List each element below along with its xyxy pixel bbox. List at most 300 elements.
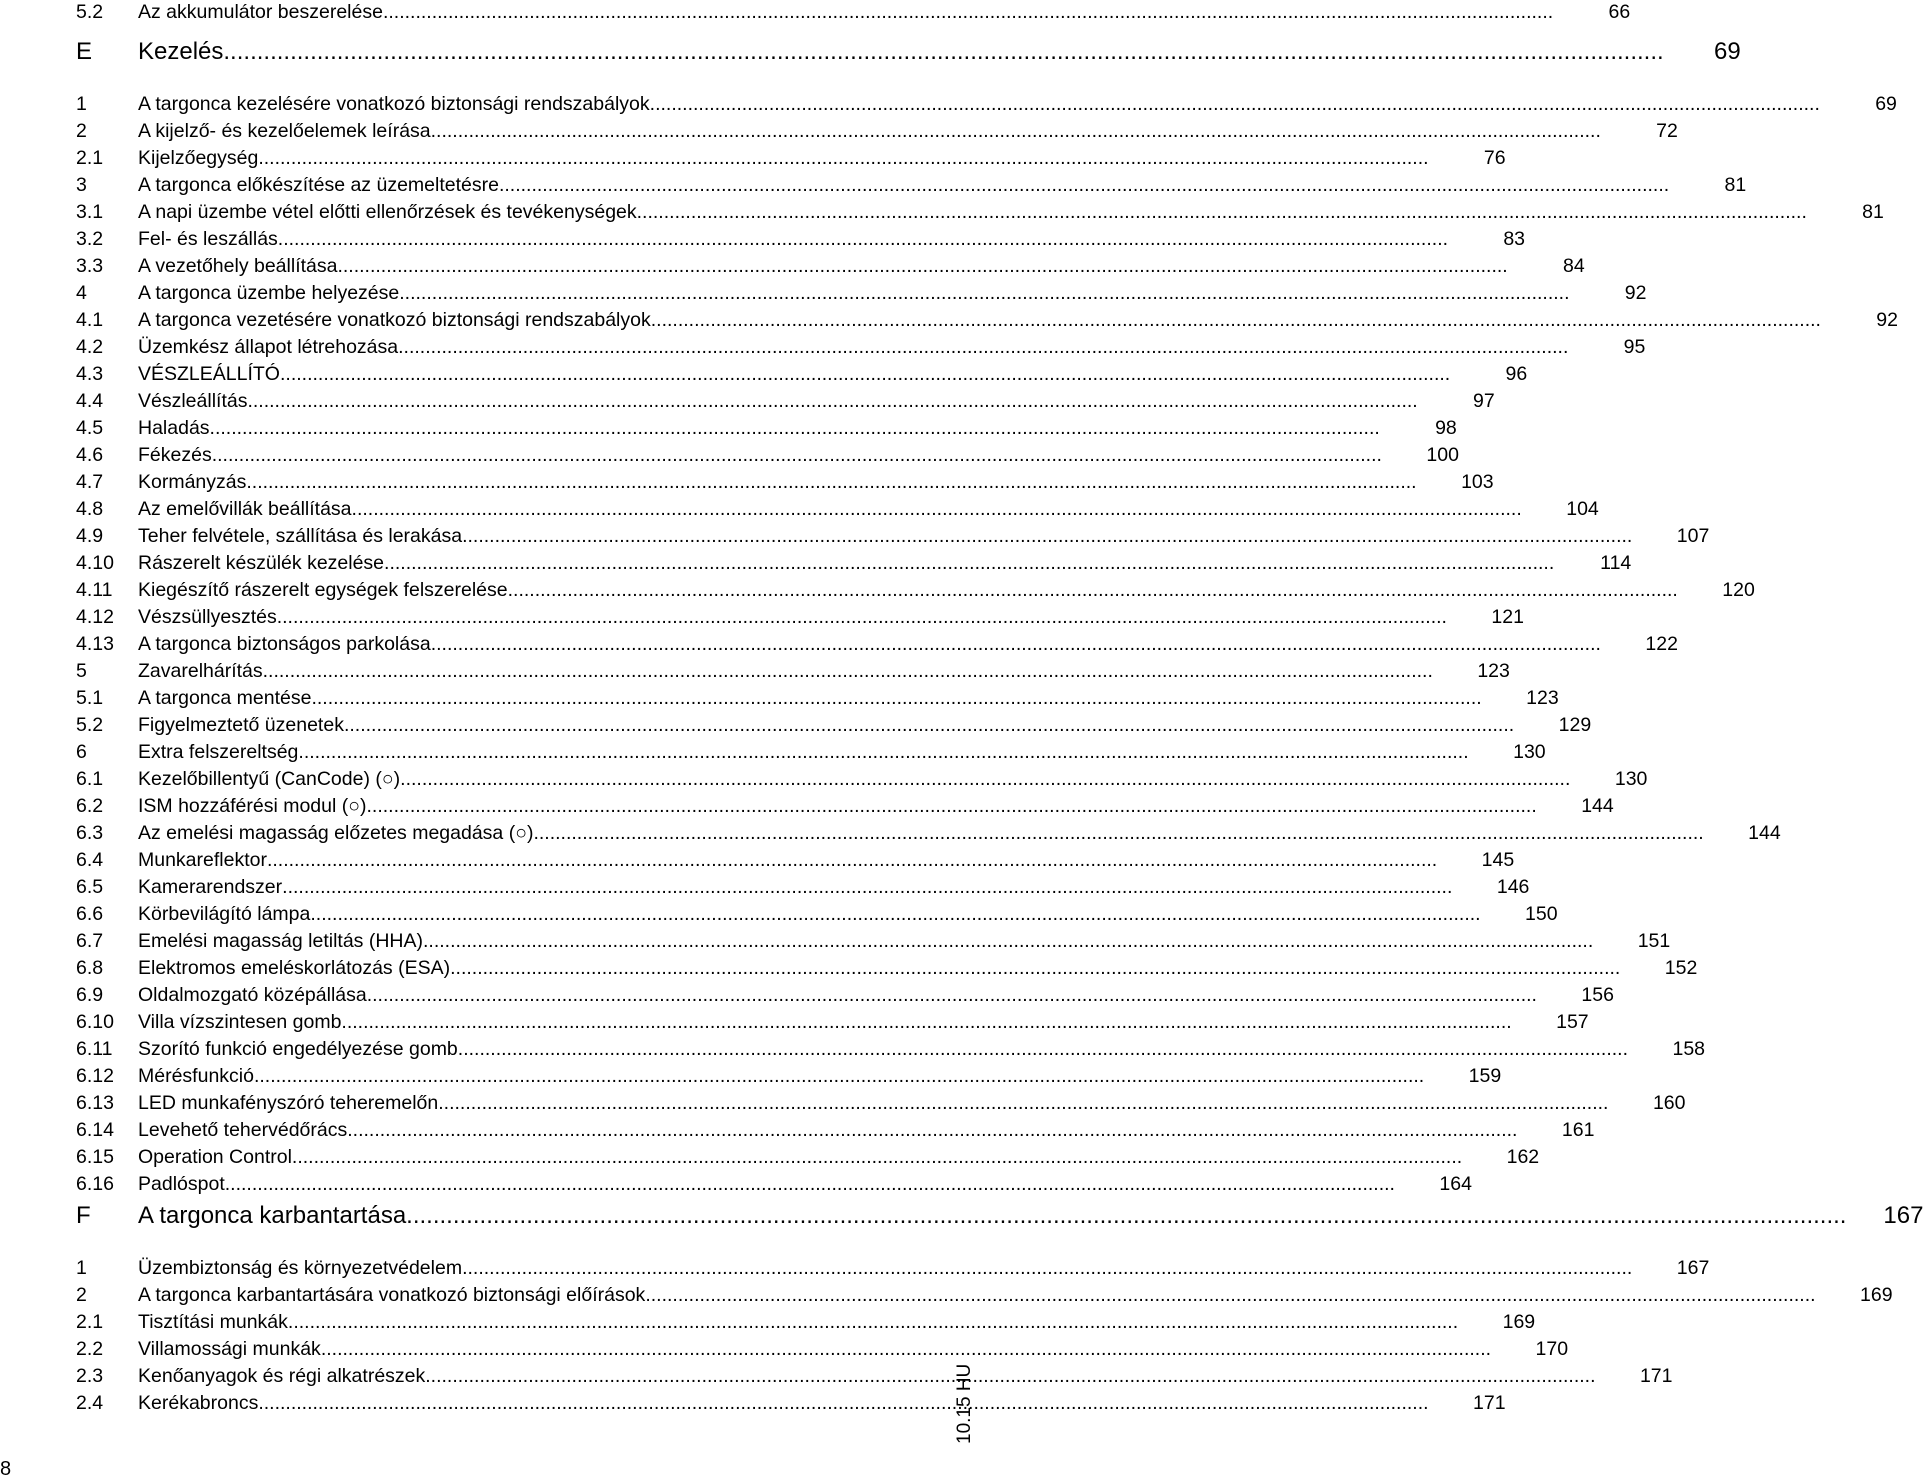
toc-entry-title-leader	[138, 579, 1698, 602]
toc-entry-number: 2.2	[76, 1338, 104, 1360]
toc-entry[interactable]	[76, 1284, 1893, 1307]
toc-entry-title-leader	[138, 930, 1613, 953]
toc-entry-title: Vészsüllyesztés	[138, 606, 277, 628]
toc-entry-page: 159	[1468, 1065, 1502, 1087]
toc-entry-title-leader	[138, 1365, 1616, 1388]
toc-entry-title-leader	[138, 660, 1453, 683]
toc-entry[interactable]	[76, 1338, 1569, 1361]
toc-entry-page: 156	[1581, 984, 1614, 1006]
toc-entry-number: 4.8	[76, 498, 104, 520]
toc-entry-title: Munkareflektor	[138, 849, 267, 871]
dot-leader	[499, 174, 1669, 197]
toc-entry-page: 107	[1676, 525, 1710, 547]
toc-entry-title: Rászerelt készülék kezelése	[138, 552, 385, 574]
toc-entry-page: 157	[1556, 1011, 1589, 1033]
toc-entry-title-leader	[138, 768, 1590, 791]
toc-entry-title: A targonca előkészítése az üzemeltetésre	[138, 174, 499, 196]
toc-entry-title: Mérésfunkció	[138, 1065, 254, 1087]
toc-entry-title: Üzembiztonság és környezetvédelem	[138, 1257, 463, 1279]
dot-leader	[225, 1173, 1395, 1196]
toc-entry-title-leader	[138, 876, 1472, 899]
toc-entry-title-leader	[138, 390, 1438, 413]
toc-entry-number: 6.4	[76, 849, 104, 871]
dot-leader	[341, 1011, 1511, 1034]
toc-entry-page: 97	[1473, 390, 1495, 412]
toc-entry-number: 4	[76, 282, 87, 304]
toc-entry-title: Kamerarendszer	[138, 876, 283, 898]
toc-entry-number: 6.13	[76, 1092, 114, 1114]
toc-entry-title-leader	[138, 336, 1588, 359]
toc-entry-page: 144	[1748, 822, 1781, 844]
dot-leader	[425, 1365, 1595, 1388]
toc-entry-number: 4.13	[76, 633, 114, 655]
toc-entry-number: 6.9	[76, 984, 104, 1006]
page-number: 8	[0, 1458, 12, 1480]
toc-entry-title: Emelési magasság letiltás (HHA)	[138, 930, 424, 952]
toc-entry[interactable]	[76, 498, 1599, 521]
toc-entry[interactable]	[76, 309, 1898, 332]
toc-entry-title: Elektromos emeléskorlátozás (ESA)	[138, 957, 451, 979]
toc-entry-title-leader	[138, 363, 1470, 386]
toc-entry-title: Figyelmeztető üzenetek	[138, 714, 344, 736]
dot-leader	[383, 1, 1553, 24]
toc-entry-number: 3	[76, 174, 87, 196]
dot-leader	[254, 1065, 1424, 1088]
toc-entry-title-leader	[138, 1284, 1836, 1307]
toc-entry[interactable]	[76, 1092, 1686, 1115]
toc-entry-title-leader	[138, 309, 1841, 332]
toc-entry[interactable]	[76, 1392, 1506, 1415]
dot-leader	[367, 795, 1537, 818]
toc-entry-page: 145	[1481, 849, 1515, 871]
toc-entry-title-leader	[138, 525, 1652, 548]
toc-entry-title: Kiegészítő rászerelt egységek felszerelése	[138, 579, 508, 601]
dot-leader	[292, 1146, 1462, 1169]
toc-entry-page: 167	[1676, 1257, 1710, 1279]
dot-leader	[223, 38, 1663, 66]
toc-entry-title: A targonca üzembe helyezése	[138, 282, 400, 304]
toc-entry[interactable]	[76, 1365, 1673, 1388]
toc-entry[interactable]	[76, 768, 1648, 791]
toc-entry[interactable]	[76, 255, 1585, 278]
toc-entry-number: 6.7	[76, 930, 104, 952]
toc-entry-title: Az emelővillák beállítása	[138, 498, 352, 520]
toc-entry-title-leader	[138, 38, 1684, 66]
toc-entry-title-leader	[138, 174, 1689, 197]
toc-entry-title: A targonca mentése	[138, 687, 312, 709]
dot-leader	[533, 822, 1703, 845]
toc-entry[interactable]	[76, 984, 1614, 1007]
dot-leader	[282, 876, 1452, 899]
toc-entry[interactable]	[76, 660, 1510, 683]
toc-entry-page: 120	[1722, 579, 1755, 601]
toc-entry-title: Kormányzás	[138, 471, 247, 493]
toc-entry-title-leader	[138, 849, 1457, 872]
toc-entry-title: A targonca vezetésére vonatkozó biztonsági rendszabályok	[138, 309, 651, 331]
toc-entry-page: 92	[1624, 282, 1647, 304]
toc-entry-title-leader	[138, 1173, 1415, 1196]
toc-entry-page: 92	[1876, 309, 1898, 331]
dot-leader	[280, 363, 1450, 386]
toc-entry-title: Kenőanyagok és régi alkatrészek	[138, 1365, 426, 1387]
toc-entry-title: Kijelzőegység	[138, 147, 259, 169]
toc-entry-number: 4.10	[76, 552, 114, 574]
dot-leader	[637, 201, 1807, 224]
toc-entry-title-leader	[138, 1257, 1652, 1280]
dot-leader	[288, 1311, 1458, 1334]
toc-entry-number: 2	[76, 120, 87, 142]
toc-entry-page: 144	[1581, 795, 1614, 817]
toc-entry-page: 83	[1503, 228, 1526, 250]
dot-leader	[438, 1092, 1608, 1115]
toc-entry-page: 96	[1505, 363, 1528, 385]
toc-entry-title: Szorító funkció engedélyezése gomb	[138, 1038, 458, 1060]
toc-entry-title-leader	[138, 822, 1724, 845]
toc-entry-page: 130	[1513, 741, 1546, 763]
toc-entry-number: 2.1	[76, 1311, 104, 1333]
toc-entry-number: 4.3	[76, 363, 104, 385]
toc-entry-title: Haladás	[138, 417, 210, 439]
toc-entry-page: 81	[1862, 201, 1884, 223]
toc-entry-number: 1	[76, 93, 87, 115]
toc-entry-page: 69	[1875, 93, 1897, 115]
toc-entry-title-leader	[138, 255, 1528, 278]
toc-entry-number: 6.10	[76, 1011, 114, 1033]
toc-entry-number: 4.1	[76, 309, 104, 331]
toc-entry-number: 2.3	[76, 1365, 104, 1387]
dot-leader	[258, 147, 1428, 170]
toc-entry[interactable]	[76, 1, 1631, 24]
toc-entry[interactable]	[76, 876, 1530, 899]
toc-entry[interactable]	[76, 228, 1526, 251]
dot-leader	[450, 957, 1620, 980]
toc-entry-title: A targonca biztonságos parkolása	[138, 633, 431, 655]
toc-entry-page: 100	[1426, 444, 1459, 466]
toc-entry[interactable]	[76, 1119, 1595, 1142]
toc-entry-title: Extra felszereltség	[138, 741, 299, 763]
dot-leader	[210, 417, 1380, 440]
dot-leader	[311, 687, 1481, 710]
dot-leader	[337, 255, 1507, 278]
toc-entry-title-leader	[138, 1146, 1482, 1169]
toc-entry[interactable]	[76, 174, 1747, 197]
toc-entry-title: Fékezés	[138, 444, 212, 466]
toc-entry[interactable]	[76, 687, 1559, 710]
dot-leader	[431, 633, 1601, 656]
toc-entry[interactable]	[76, 1173, 1472, 1196]
toc-entry-page: 130	[1614, 768, 1648, 790]
toc-entry-title-leader	[138, 903, 1501, 926]
toc-entry-page: 69	[1713, 38, 1741, 65]
toc-entry-number: 5.1	[76, 687, 104, 709]
toc-entry-number: 4.7	[76, 471, 104, 493]
toc-entry-number: 4.6	[76, 444, 104, 466]
toc-entry-title-leader	[138, 1311, 1478, 1334]
toc-entry-title: LED munkafényszóró teheremelőn	[138, 1092, 439, 1114]
toc-entry[interactable]	[76, 1011, 1589, 1034]
toc-entry-page: 84	[1563, 255, 1585, 277]
toc-entry-number: 2.4	[76, 1392, 104, 1414]
toc-entry-title-leader	[138, 498, 1542, 521]
toc-entry-title: Tisztítási munkák	[138, 1311, 288, 1333]
toc-entry-page: 123	[1526, 687, 1559, 709]
toc-entry-title-leader	[138, 201, 1827, 224]
toc-entry-page: 81	[1724, 174, 1747, 196]
toc-entry-title-leader	[138, 1202, 1866, 1230]
dot-leader	[406, 1202, 1846, 1230]
toc-entry-title-leader	[138, 687, 1502, 710]
dot-leader	[399, 282, 1569, 305]
dot-leader	[247, 390, 1417, 413]
toc-entry-page: 151	[1637, 930, 1671, 952]
dot-leader	[258, 1392, 1428, 1415]
toc-entry-title-leader	[138, 1065, 1444, 1088]
toc-entry-title: Villa vízszintesen gomb	[138, 1011, 342, 1033]
toc-entry-number: 5	[76, 660, 87, 682]
dot-leader	[384, 552, 1554, 575]
toc-entry-page: 162	[1506, 1146, 1540, 1168]
toc-entry-title-leader	[138, 120, 1621, 143]
toc-entry[interactable]	[76, 444, 1459, 467]
toc-entry-title: Padlóspot	[138, 1173, 225, 1195]
toc-entry[interactable]	[76, 1311, 1536, 1334]
toc-entry-number: 6	[76, 741, 87, 763]
toc-entry-title: VÉSZLEÁLLÍTÓ	[138, 363, 280, 385]
toc-entry-number: 6.8	[76, 957, 104, 979]
toc-entry[interactable]	[76, 38, 1741, 66]
dot-leader	[310, 903, 1480, 926]
toc-entry-number: 6.16	[76, 1173, 114, 1195]
toc-entry-title-leader	[138, 228, 1468, 251]
toc-entry-page: 164	[1439, 1173, 1472, 1195]
toc-entry-title-leader	[138, 741, 1489, 764]
toc-entry[interactable]	[76, 201, 1884, 224]
toc-entry-title: Körbevilágító lámpa	[138, 903, 311, 925]
toc-entry-number: 6.3	[76, 822, 104, 844]
toc-entry-number: 6.11	[76, 1038, 113, 1060]
toc-entry-title-leader	[138, 984, 1557, 1007]
toc-entry-page: 171	[1473, 1392, 1506, 1414]
toc-entry[interactable]	[76, 714, 1592, 737]
toc-entry-title-leader	[138, 552, 1574, 575]
toc-entry[interactable]	[76, 1257, 1710, 1280]
toc-entry-page: 123	[1477, 660, 1510, 682]
dot-leader	[212, 444, 1382, 467]
toc-entry-title: Kezelőbillentyű (CanCode) (○)	[138, 768, 401, 790]
dot-leader	[263, 660, 1433, 683]
toc-entry[interactable]	[76, 606, 1524, 629]
toc-entry-title: Az emelési magasság előzetes megadása (○)	[138, 822, 534, 844]
dot-leader	[246, 471, 1416, 494]
dot-leader	[344, 714, 1514, 737]
toc-entry-page: 72	[1656, 120, 1678, 142]
dot-leader	[277, 606, 1447, 629]
toc-entry-title: Oldalmozgató középállása	[138, 984, 367, 1006]
toc-entry-number: 6.14	[76, 1119, 114, 1141]
toc-entry-page: 66	[1608, 1, 1631, 23]
toc-entry-title-leader	[138, 471, 1437, 494]
dot-leader	[650, 93, 1820, 116]
dot-leader	[508, 579, 1678, 602]
toc-entry-title: Operation Control	[138, 1146, 292, 1168]
toc-entry-number: 1	[76, 1257, 87, 1279]
toc-entry[interactable]	[76, 1202, 1923, 1230]
dot-leader	[267, 849, 1437, 872]
toc-entry-number: 2.1	[76, 147, 104, 169]
toc-entry-title-leader	[138, 1338, 1511, 1361]
toc-entry-number: 4.4	[76, 390, 104, 412]
dot-leader	[431, 120, 1601, 143]
toc-entry[interactable]	[76, 336, 1646, 359]
toc-entry-title-leader	[138, 633, 1621, 656]
toc-entry-page: 121	[1491, 606, 1524, 628]
toc-entry-title: A kijelző- és kezelőelemek leírása	[138, 120, 431, 142]
dot-leader	[423, 930, 1593, 953]
dot-leader	[462, 525, 1632, 548]
toc-entry[interactable]	[76, 552, 1632, 575]
toc-entry-number: 6.12	[76, 1065, 114, 1087]
toc-entry-number: 4.9	[76, 525, 104, 547]
toc-entry-number: 4.11	[76, 579, 113, 601]
toc-entry[interactable]	[76, 957, 1698, 980]
toc-entry-number: F	[76, 1202, 91, 1229]
toc-entry-title: Zavarelhárítás	[138, 660, 263, 682]
dot-leader	[298, 741, 1468, 764]
toc-entry[interactable]	[76, 741, 1546, 764]
dot-leader	[462, 1257, 1632, 1280]
toc-entry-page: 146	[1496, 876, 1530, 898]
toc-entry-page: 169	[1860, 1284, 1893, 1306]
toc-entry-number: 5.2	[76, 1, 104, 23]
toc-entry-page: 129	[1558, 714, 1592, 736]
toc-entry[interactable]	[76, 903, 1558, 926]
toc-entry-page: 98	[1435, 417, 1457, 439]
toc-entry-title: A vezetőhely beállítása	[138, 255, 338, 277]
dot-leader	[278, 228, 1448, 251]
toc-entry-page: 122	[1645, 633, 1678, 655]
toc-entry[interactable]	[76, 390, 1495, 413]
dot-leader	[352, 498, 1522, 521]
toc-entry-title-leader	[138, 1, 1573, 24]
toc-entry-title: Kerékabroncs	[138, 1392, 259, 1414]
toc-entry-page: 169	[1502, 1311, 1536, 1333]
toc-entry-title: Az akkumulátor beszerelése	[138, 1, 383, 23]
toc-entry[interactable]	[76, 1065, 1502, 1088]
toc-entry[interactable]	[76, 471, 1494, 494]
toc-entry-number: 3.2	[76, 228, 104, 250]
toc-entry[interactable]	[76, 795, 1614, 818]
toc-entry-title-leader	[138, 1038, 1648, 1061]
toc-entry-title-leader	[138, 1392, 1449, 1415]
toc-entry-title: A targonca karbantartása	[138, 1202, 407, 1229]
toc-entry-page: 167	[1883, 1202, 1923, 1229]
toc-entry-title: Vészleállítás	[138, 390, 248, 412]
toc-entry-title-leader	[138, 606, 1467, 629]
toc-entry-title-leader	[138, 957, 1640, 980]
toc-entry-number: 5.2	[76, 714, 104, 736]
toc-entry-title-leader	[138, 1011, 1532, 1034]
toc-entry-number: 3.1	[76, 201, 104, 223]
toc-entry-number: 4.5	[76, 417, 104, 439]
toc-entry-page: 114	[1600, 552, 1632, 574]
toc-entry[interactable]	[76, 930, 1671, 953]
toc-entry-title-leader	[138, 93, 1840, 116]
toc-entry-number: 6.2	[76, 795, 104, 817]
toc-entry-title: Üzemkész állapot létrehozása	[138, 336, 399, 358]
toc-entry-title-leader	[138, 417, 1400, 440]
toc-entry-title-leader	[138, 1092, 1628, 1115]
toc-entry-page: 161	[1561, 1119, 1595, 1141]
toc-entry-page: 171	[1639, 1365, 1673, 1387]
toc-entry[interactable]	[76, 1038, 1706, 1061]
edition-code: 10.15 HU	[954, 1363, 975, 1444]
toc-entry-page: 150	[1525, 903, 1558, 925]
toc-entry[interactable]	[76, 579, 1755, 602]
toc-entry-number: 4.2	[76, 336, 104, 358]
toc-entry-title: Villamossági munkák	[138, 1338, 321, 1360]
toc-entry[interactable]	[76, 417, 1457, 440]
dot-leader	[398, 336, 1568, 359]
toc-entry-title-leader	[138, 714, 1534, 737]
toc-entry[interactable]	[76, 147, 1506, 170]
toc-entry-page: 170	[1535, 1338, 1569, 1360]
toc-entry-title: A napi üzembe vétel előtti ellenőrzések és tevékenységek	[138, 201, 637, 223]
toc-entry[interactable]	[76, 363, 1528, 386]
toc-entry-title-leader	[138, 444, 1402, 467]
dot-leader	[367, 984, 1537, 1007]
toc-entry-number: 6.5	[76, 876, 104, 898]
toc-entry-title: A targonca karbantartására vonatkozó biztonsági előírások	[138, 1284, 646, 1306]
dot-leader	[651, 309, 1821, 332]
dot-leader	[400, 768, 1570, 791]
toc-entry-number: 6.15	[76, 1146, 114, 1168]
toc-entry-page: 95	[1623, 336, 1646, 358]
toc-entry[interactable]	[76, 633, 1678, 656]
toc-entry-number: 6.1	[76, 768, 104, 790]
toc-entry-title: Levehető tehervédőrács	[138, 1119, 348, 1141]
toc-entry-title: ISM hozzáférési modul (○)	[138, 795, 367, 817]
toc-entry-title-leader	[138, 795, 1557, 818]
toc-entry-title-leader	[138, 147, 1449, 170]
dot-leader	[458, 1038, 1628, 1061]
toc-entry-page: 76	[1483, 147, 1506, 169]
toc-entry-title: Fel- és leszállás	[138, 228, 278, 250]
toc-entry[interactable]	[76, 525, 1710, 548]
toc-entry[interactable]	[76, 282, 1647, 305]
toc-entry-title-leader	[138, 282, 1590, 305]
toc-entry[interactable]	[76, 1146, 1540, 1169]
toc-entry-page: 104	[1566, 498, 1599, 520]
toc-entry-number: E	[76, 38, 93, 65]
toc-entry-page: 152	[1664, 957, 1698, 979]
toc-entry[interactable]	[76, 120, 1678, 143]
toc-entry-number: 3.3	[76, 255, 104, 277]
toc-entry-title: Teher felvétele, szállítása és lerakása	[138, 525, 463, 547]
toc-entry-number: 2	[76, 1284, 87, 1306]
toc-entry-number: 6.6	[76, 903, 104, 925]
toc-entry-title: Kezelés	[138, 38, 224, 65]
dot-leader	[321, 1338, 1491, 1361]
dot-leader	[645, 1284, 1815, 1307]
toc-entry[interactable]	[76, 93, 1897, 116]
toc-entry-number: 4.12	[76, 606, 114, 628]
toc-entry[interactable]	[76, 849, 1515, 872]
toc-entry-title: A targonca kezelésére vonatkozó biztonsági rendszabályok	[138, 93, 650, 115]
toc-entry[interactable]	[76, 822, 1781, 845]
dot-leader	[347, 1119, 1517, 1142]
toc-entry-page: 160	[1652, 1092, 1686, 1114]
toc-entry-page: 103	[1461, 471, 1494, 493]
